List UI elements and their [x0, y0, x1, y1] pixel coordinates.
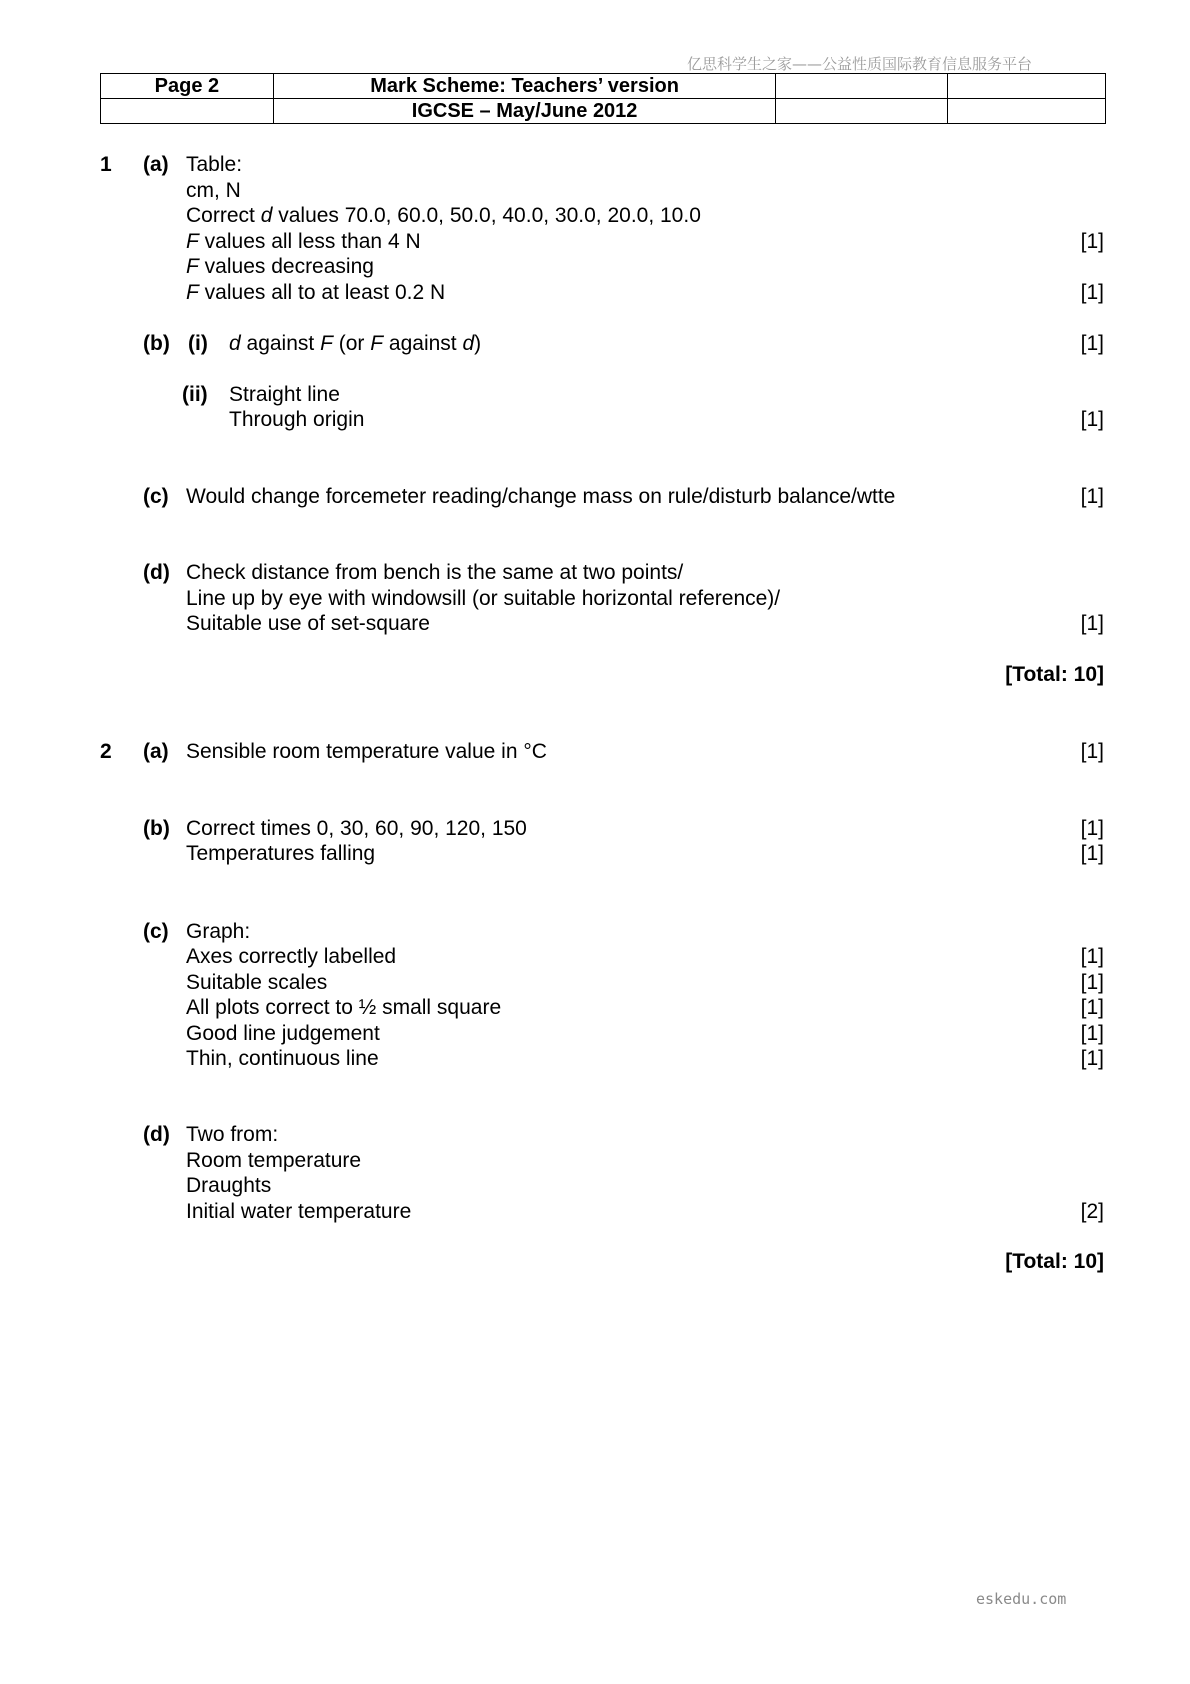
mark: [1]: [1080, 817, 1104, 840]
q1d-line: Check distance from bench is the same at two points/: [186, 561, 684, 584]
mark: [1]: [1080, 1022, 1104, 1045]
q1-total: [Total: 10]: [1005, 663, 1104, 686]
var-d: d: [229, 332, 241, 355]
q2d-line: Initial water temperature: [186, 1200, 412, 1223]
mark: [1]: [1080, 332, 1104, 355]
mark: [1]: [1080, 740, 1104, 763]
q1a-line: [186, 280, 445, 306]
q1a-correct: Correct: [186, 204, 261, 227]
page-number: Page 2: [101, 74, 274, 99]
mark: [1]: [1080, 971, 1104, 994]
mark: [1]: [1080, 996, 1104, 1019]
q2a-label: (a): [143, 740, 169, 763]
q2b-line: Correct times 0, 30, 60, 90, 120, 150: [186, 817, 527, 840]
mark: [1]: [1080, 485, 1104, 508]
mark: [1]: [1080, 230, 1104, 253]
header-empty-cell: [101, 99, 274, 124]
q1a-line-text: values decreasing: [204, 255, 374, 278]
var-d: d: [260, 204, 273, 227]
var-F: F: [320, 332, 333, 355]
q1d-label: (d): [143, 561, 170, 584]
header-subtitle: IGCSE – May/June 2012: [273, 99, 776, 124]
q1a-line: [186, 229, 421, 255]
q2c-line: All plots correct to ½ small square: [186, 996, 502, 1019]
q2c-line: Good line judgement: [186, 1022, 380, 1045]
q2-total: [Total: 10]: [1005, 1250, 1104, 1273]
var-d: d: [462, 332, 475, 355]
var-F: F: [370, 332, 384, 355]
q2c-line: Thin, continuous line: [186, 1047, 379, 1070]
q2c-line: Graph:: [186, 920, 251, 943]
mark: [1]: [1080, 408, 1104, 431]
q1a-line-text: values all less than 4 N: [204, 230, 421, 253]
q2d-line: Room temperature: [186, 1149, 362, 1172]
q1bi-text: [229, 331, 481, 357]
q1b-label: (b): [143, 332, 170, 355]
q2c-line: Axes correctly labelled: [186, 945, 397, 968]
q2d-line: Two from:: [186, 1123, 279, 1146]
q1d-line: Line up by eye with windowsill (or suitable horizontal reference)/: [186, 587, 781, 610]
q2d-label: (d): [143, 1123, 170, 1146]
header-table: [100, 73, 1106, 124]
q2c-label: (c): [143, 920, 169, 943]
q1a-line: [186, 254, 374, 280]
header-empty-cell: [948, 74, 1106, 99]
q1bi-or: (or: [332, 332, 371, 355]
q2a-text: Sensible room temperature value in °C: [186, 740, 547, 763]
header-title: Mark Scheme: Teachers’ version: [273, 74, 776, 99]
q1bi-label: (i): [188, 332, 208, 355]
q1c-label: (c): [143, 485, 169, 508]
q1c-text: Would change forcemeter reading/change mass on rule/disturb balance/wtte: [186, 485, 896, 508]
q1a-line: Table:: [186, 153, 243, 176]
q1a-line: cm, N: [186, 179, 241, 202]
q1bii-line: Through origin: [229, 408, 365, 431]
q2b-line: Temperatures falling: [186, 842, 376, 865]
q1bi-close: ): [474, 332, 482, 355]
q1d-line: Suitable use of set-square: [186, 612, 430, 635]
var-F: F: [186, 281, 199, 304]
q1bi-against: against: [383, 332, 463, 355]
mark: [1]: [1080, 281, 1104, 304]
q1-number: 1: [100, 153, 112, 176]
watermark-bottom: eskedu.com: [976, 1590, 1067, 1608]
header-empty-cell: [776, 74, 948, 99]
q1bi-against: against: [240, 332, 321, 355]
watermark-top: 亿思科学生之家——公益性质国际教育信息服务平台: [687, 55, 1033, 73]
var-F: F: [186, 255, 199, 278]
mark: [1]: [1080, 1047, 1104, 1070]
q1bii-label: (ii): [182, 383, 208, 406]
header-empty-cell: [776, 99, 948, 124]
mark: [2]: [1080, 1200, 1104, 1223]
q1a-line-text: values all to at least 0.2 N: [204, 281, 446, 304]
header-empty-cell: [948, 99, 1106, 124]
q1a-d-values: values 70.0, 60.0, 50.0, 40.0, 30.0, 20.0, 10.0: [278, 204, 701, 227]
var-F: F: [186, 230, 199, 253]
mark: [1]: [1080, 612, 1104, 635]
q1a-line: [186, 203, 701, 229]
q2-number: 2: [100, 740, 112, 763]
q1bii-line: Straight line: [229, 383, 340, 406]
q2b-label: (b): [143, 817, 170, 840]
mark: [1]: [1080, 842, 1104, 865]
mark: [1]: [1080, 945, 1104, 968]
q2d-line: Draughts: [186, 1174, 272, 1197]
q1a-label: (a): [143, 153, 169, 176]
q2c-line: Suitable scales: [186, 971, 328, 994]
